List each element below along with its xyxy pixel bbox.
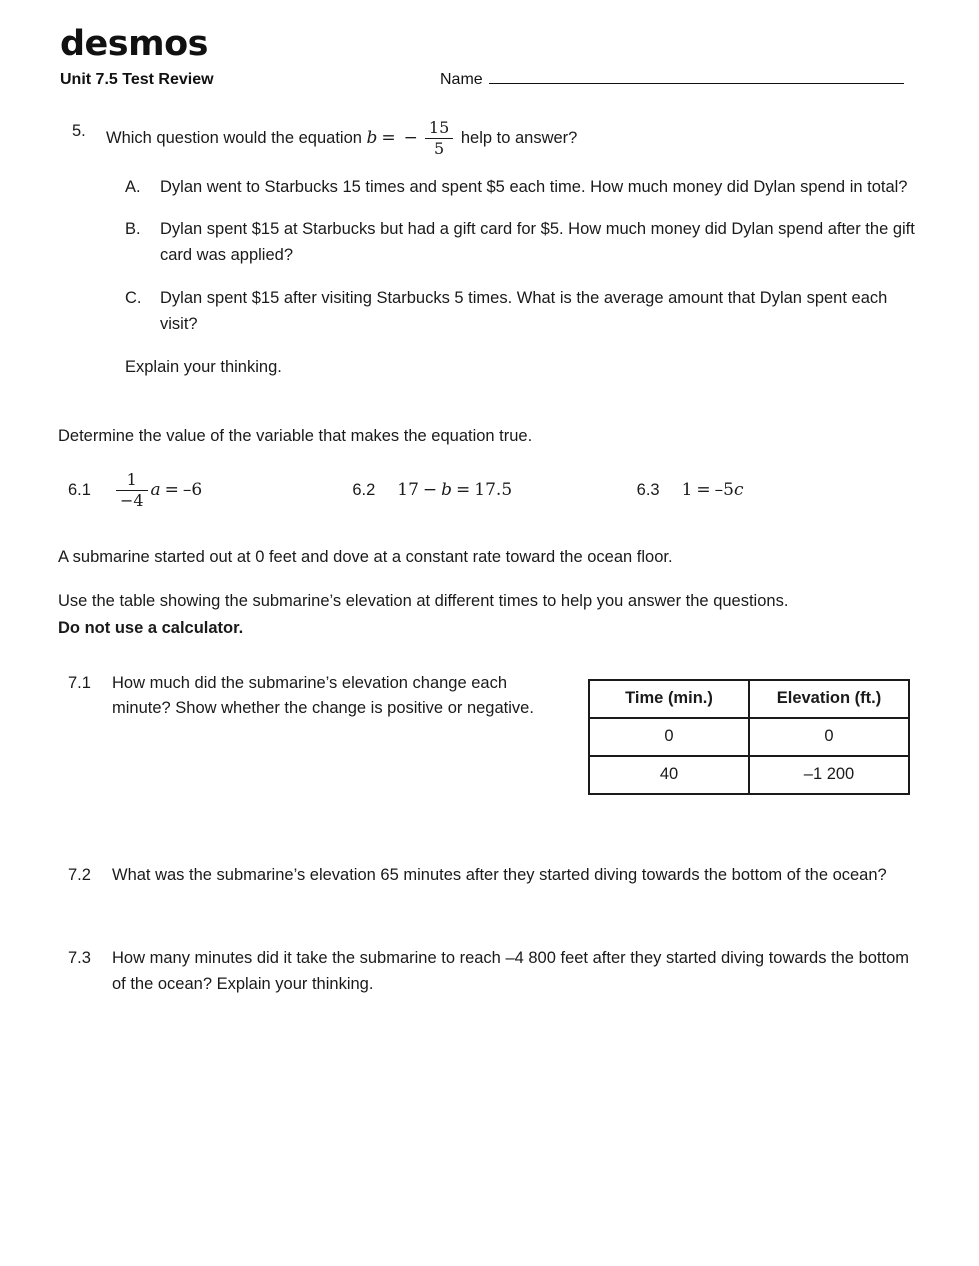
header-title-row [60,69,919,89]
name-input-line[interactable] [489,69,904,84]
fraction-denominator: 5 [425,138,453,158]
question-6-1 [58,471,352,510]
question-7-3 [58,946,921,997]
q62-variable: b [441,479,453,500]
section-7-intro-2-text: Use the table showing the submarine’s elevation at different times to help you answer the questions. [58,592,789,611]
table-cell-elevation-0: 0 [749,718,909,756]
section-6-instruction: Determine the value of the variable that makes the equation true. [58,426,533,445]
q63-left: 1 [681,479,693,500]
question-7-1 [58,671,588,722]
q62-left: 17 [397,479,419,500]
choice-a-letter: A. [125,177,141,196]
question-5-number: 5. [72,121,86,140]
choice-c[interactable] [120,285,921,338]
question-7-2 [58,863,921,889]
worksheet-content [0,119,979,998]
q61-fraction-denominator: −4 [116,490,148,510]
choice-a-text: Dylan went to Starbucks 15 times and spent $5 each time. How much money did Dylan spend in total? [160,177,908,196]
name-label: Name [440,70,483,88]
q61-value: –6 [182,479,203,500]
name-field-group [440,69,904,89]
page-header [0,0,979,89]
question-6-3-equation [682,477,744,504]
question-7-3-number: 7.3 [68,949,91,968]
equation-variable-b: b [366,127,378,148]
question-7-1-text: How much did the submarine’s elevation change each minute? Show whether the change is positive or negative. [112,673,534,718]
fraction-numerator: 15 [428,117,450,137]
q61-fraction [116,471,148,510]
choice-a[interactable] [120,174,921,200]
q63-variable: c [734,479,744,500]
table-header-row [589,680,909,718]
q62-equals: = [456,479,471,500]
question-7-3-text: How many minutes did it take the submarine to reach –4 800 feet after they started diving towards the bottom of the ocean? Explain your thinking. [112,949,910,994]
table-cell-time-0: 0 [589,718,749,756]
table-cell-elevation-1: –1 200 [749,756,909,794]
table-cell-time-1: 40 [589,756,749,794]
page-title: Unit 7.5 Test Review [60,70,214,88]
question-7-2-text: What was the submarine’s elevation 65 minutes after they started diving towards the bottom of the ocean? [112,865,887,884]
section-7-calculator-note: Do not use a calculator. [58,618,244,637]
section-7-intro-2 [58,588,921,641]
equation-minus: − [403,127,418,148]
question-6-2 [352,477,636,504]
choice-b-letter: B. [125,219,141,238]
q61-variable: a [150,479,161,500]
question-5-prompt-after: help to answer? [460,128,578,147]
question-6-1-label: 6.1 [68,481,91,500]
question-6-3-label: 6.3 [636,481,660,500]
section-6-equations [58,471,921,510]
question-5-prompt [106,119,921,158]
question-7-1-number: 7.1 [68,673,91,692]
question-6-2-equation [397,477,512,504]
q63-equals: = [696,479,711,500]
q61-equals: = [164,479,179,500]
choice-c-text: Dylan spent $15 after visiting Starbucks 5 times. What is the average amount that Dylan spent each visit? [160,288,888,334]
question-6-1-equation [113,471,202,510]
section-7-intro-1: A submarine started out at 0 feet and dove at a constant rate toward the ocean floor. [58,547,673,566]
section-6 [58,423,921,510]
table-header-time: Time (min.) [589,680,749,718]
question-6-3 [637,477,921,504]
q62-minus: − [422,479,438,500]
equation-fraction [425,119,453,158]
q63-coefficient: –5 [714,479,734,500]
choice-c-letter: C. [125,288,142,307]
table-row [589,756,909,794]
question-5-choices [58,174,921,377]
elevation-table [588,679,910,795]
question-7-2-number: 7.2 [68,865,91,884]
choice-b-text: Dylan spent $15 at Starbucks but had a gift card for $5. How much money did Dylan spend after the gift card was applied? [160,219,915,265]
table-header-elevation: Elevation (ft.) [749,680,909,718]
q61-fraction-numerator: 1 [126,469,137,489]
desmos-logo: desmos [60,24,208,64]
question-5 [58,119,921,158]
equation-equals: = [381,127,396,148]
choice-b[interactable] [120,216,921,269]
question-7-1-row [58,671,921,795]
question-6-2-label: 6.2 [352,481,376,500]
question-5-prompt-before: Which question would the equation [106,128,362,147]
table-row [589,718,909,756]
q62-value: 17.5 [474,479,513,500]
question-5-explain: Explain your thinking. [125,357,282,376]
question-5-equation [367,119,457,158]
